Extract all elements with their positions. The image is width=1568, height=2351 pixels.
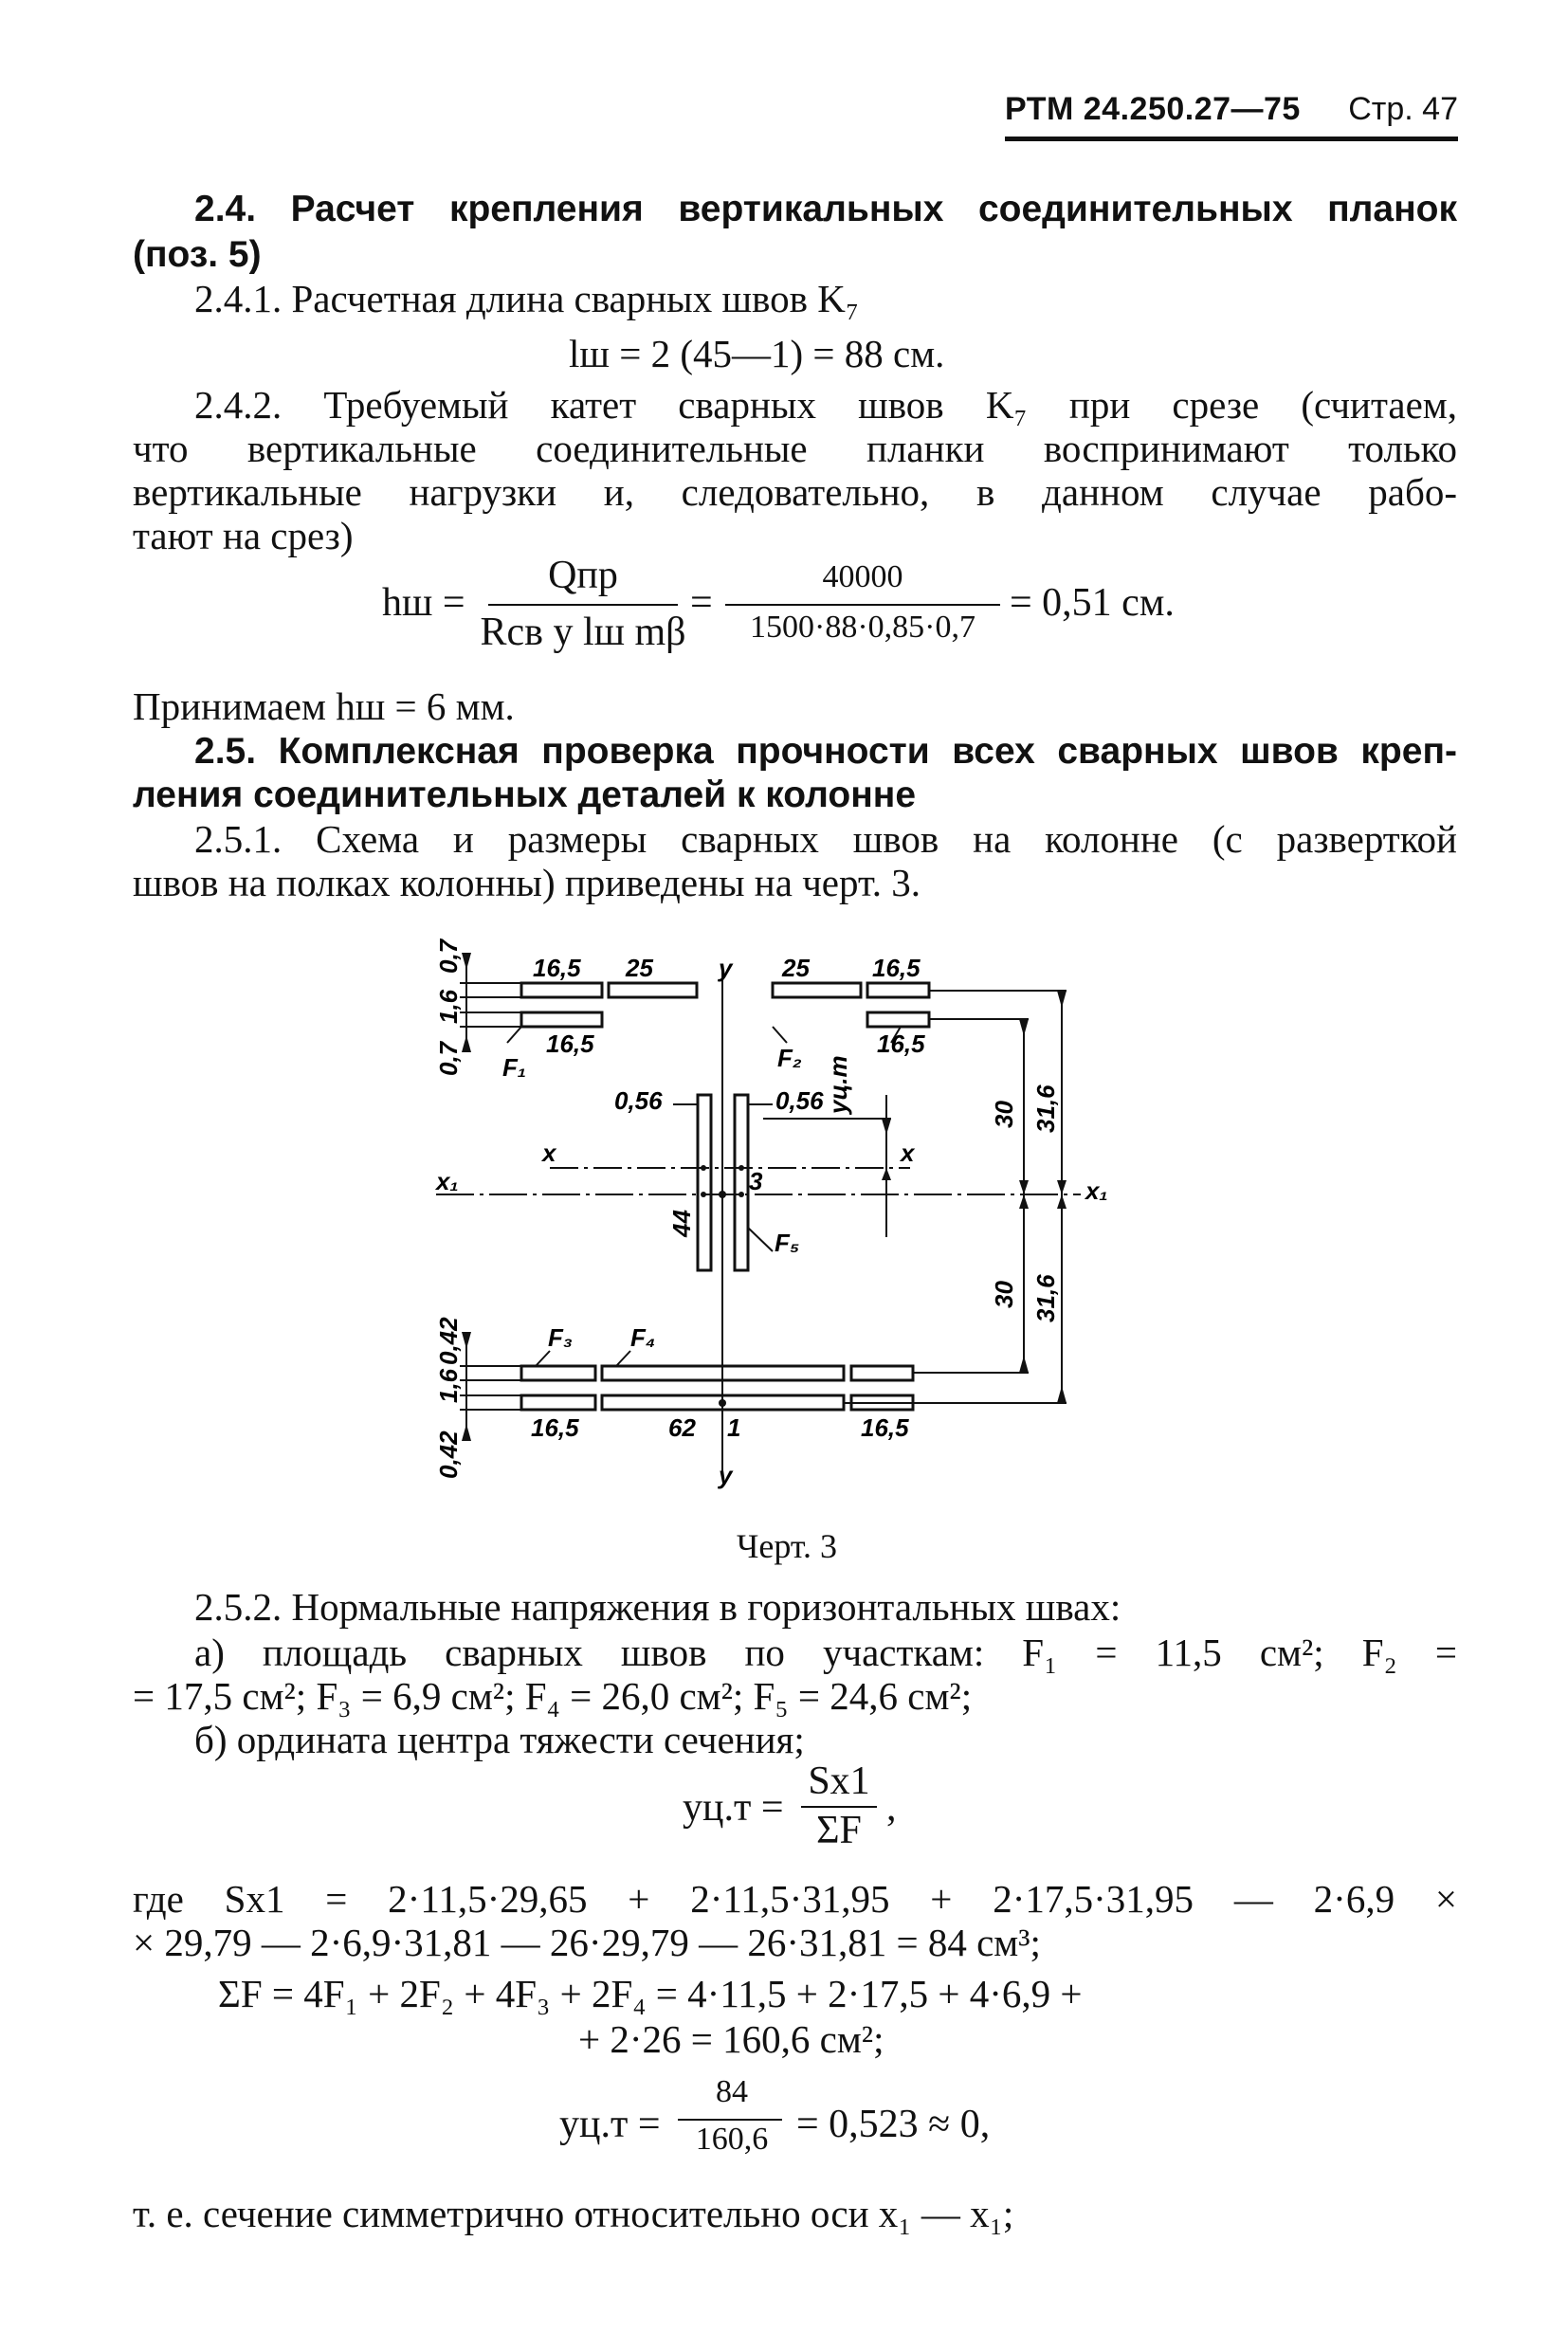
- eq-tail: ,: [886, 1786, 897, 1830]
- eq-denominator: Rсв у lш mβ: [480, 611, 686, 654]
- weld-rect: [521, 1395, 595, 1410]
- paragraph-b: б) ордината центра тяжести сечения;: [194, 1718, 805, 1761]
- fig-label: 31,6: [1031, 1084, 1060, 1133]
- sumf-line: + 2·26 = 160,6 см²;: [578, 2017, 884, 2061]
- fig-label: 3: [749, 1167, 763, 1195]
- fig-label: 0,42: [434, 1431, 463, 1479]
- weld-rect: [698, 1095, 711, 1270]
- fraction-line: [678, 2119, 782, 2121]
- fig-label: 25: [782, 954, 810, 982]
- weld-rect: [609, 983, 697, 997]
- weld-rect: [867, 1012, 929, 1027]
- fig-label: 16,5: [872, 954, 921, 982]
- fig-label: 62: [668, 1413, 696, 1442]
- paragraph-2-5-1-line: швов на полках колонны) приведены на черт. 3.: [133, 861, 921, 904]
- sumf-line: ΣF = 4F₁ + 2F₂ + 4F₃ + 2F₄ = 4·11,5 + 2·17,5 + 4·6,9 +: [218, 1972, 1083, 2015]
- eq-equals: =: [690, 581, 713, 625]
- paragraph-2-4-2-line: тают на срез): [133, 514, 354, 557]
- paragraph-2-4-2-line: вертикальные нагрузки и, следовательно, в данном случае рабо-: [133, 470, 1457, 514]
- fig-label: x₁: [436, 1167, 459, 1195]
- paragraph-a-line: = 17,5 см²; F₃ = 6,9 см²; F₄ = 26,0 см²; F₅ = 24,6 см²;: [133, 1674, 973, 1718]
- paragraph-2-4-2-line: 2.4.2. Требуемый катет сварных швов K₇ при срезе (считаем,: [194, 383, 1457, 427]
- weld-rect: [521, 983, 602, 997]
- eq-lhs: yц.т =: [683, 1786, 784, 1830]
- section-heading-2-4: 2.4. Расчет крепления вертикальных соединительных планок: [194, 189, 1457, 229]
- fig-label: F₂: [777, 1044, 802, 1072]
- document-code: РТМ 24.250.27—75: [1005, 91, 1301, 127]
- fig-label: F₄: [630, 1323, 656, 1352]
- fig-label: 1,6: [434, 989, 463, 1024]
- eq-denominator: 1500·88·0,85·0,7: [750, 610, 975, 645]
- fig-label: 0,56: [775, 1086, 824, 1115]
- fig-label: y: [719, 1461, 733, 1489]
- weld-scheme-figure: [398, 924, 1213, 1531]
- weld-rect: [851, 1366, 913, 1380]
- figure-caption: Черт. 3: [737, 1527, 837, 1565]
- eq-result: = 0,51 см.: [1010, 581, 1175, 625]
- fig-label: 16,5: [877, 1030, 925, 1058]
- weld-rect: [735, 1095, 748, 1270]
- fig-label: F₃: [548, 1323, 573, 1352]
- fig-label: 0,7: [434, 1041, 463, 1076]
- paragraph-a-line: а) площадь сварных швов по участкам: F₁ = 11,5 см²; F₂ =: [194, 1631, 1457, 1674]
- eq-numerator: Sx1: [808, 1759, 870, 1803]
- fraction-line: [488, 604, 678, 606]
- fig-label: 0,7: [434, 939, 463, 974]
- fig-label: x: [901, 1139, 915, 1167]
- eq-denominator: 160,6: [695, 2122, 769, 2157]
- paragraph-last: т. е. сечение симметрично относительно оси x₁ — x₁;: [133, 2192, 1014, 2235]
- where-line: × 29,79 — 2·6,9·31,81 — 26·29,79 — 26·31,81 = 84 см³;: [133, 1921, 1041, 1964]
- fig-label: y: [719, 954, 733, 982]
- weld-rect: [867, 983, 929, 997]
- eq-numerator: 40000: [822, 559, 903, 594]
- eq-tail: = 0,523 ≈ 0,: [796, 2103, 991, 2146]
- fig-label: 30: [990, 1281, 1018, 1308]
- eq-numerator: 84: [716, 2074, 748, 2109]
- eq-numerator: Qпр: [548, 554, 618, 597]
- equation-2-4-1: lш = 2 (45—1) = 88 см.: [569, 332, 945, 375]
- fig-label: 16,5: [546, 1030, 594, 1058]
- paragraph-accept: Принимаем hш = 6 мм.: [133, 684, 515, 728]
- fig-label: 0,42: [434, 1317, 463, 1365]
- weld-rect: [773, 983, 861, 997]
- fig-label: 31,6: [1031, 1274, 1060, 1322]
- paragraph-2-4-1: 2.4.1. Расчетная длина сварных швов K₇: [194, 277, 860, 320]
- fig-label: yц.т: [824, 1055, 852, 1114]
- paragraph-2-4-2-line: что вертикальные соединительные планки воспринимают только: [133, 427, 1457, 470]
- eq-lhs: yц.т =: [559, 2103, 661, 2146]
- section-heading-2-4-cont: (поз. 5): [133, 234, 262, 275]
- page-header: [1005, 87, 1458, 141]
- paragraph-2-5-2: 2.5.2. Нормальные напряжения в горизонтальных швах:: [194, 1585, 1121, 1629]
- fig-label: F₁: [502, 1053, 527, 1082]
- weld-rect: [521, 1366, 595, 1380]
- fig-label: F₅: [775, 1229, 800, 1257]
- where-line: где Sx1 = 2·11,5·29,65 + 2·11,5·31,95 + 2·17,5·31,95 — 2·6,9 ×: [133, 1877, 1457, 1921]
- fig-label: 16,5: [531, 1413, 579, 1442]
- eq-denominator: ΣF: [816, 1809, 862, 1852]
- fraction-line: [725, 604, 1000, 606]
- eq-lhs: hш =: [382, 581, 465, 625]
- section-heading-2-5-cont: ления соединительных деталей к колонне: [133, 775, 917, 815]
- fig-label: 1: [727, 1413, 741, 1442]
- fig-label: 30: [990, 1101, 1018, 1128]
- fig-label: 16,5: [861, 1413, 909, 1442]
- fig-label: 44: [667, 1210, 696, 1237]
- weld-rect: [521, 1012, 602, 1027]
- fig-label: 16,5: [533, 954, 581, 982]
- fig-label: 1,6: [434, 1368, 463, 1403]
- page-number: Стр. 47: [1348, 91, 1458, 127]
- paragraph-2-5-1-line: 2.5.1. Схема и размеры сварных швов на колонне (с разверткой: [194, 817, 1457, 861]
- section-heading-2-5: 2.5. Комплексная проверка прочности всех сварных швов креп-: [194, 731, 1457, 772]
- fig-label: x₁: [1085, 1176, 1108, 1205]
- fig-label: 25: [626, 954, 653, 982]
- fig-label: x: [542, 1139, 556, 1167]
- fig-label: 0,56: [614, 1086, 663, 1115]
